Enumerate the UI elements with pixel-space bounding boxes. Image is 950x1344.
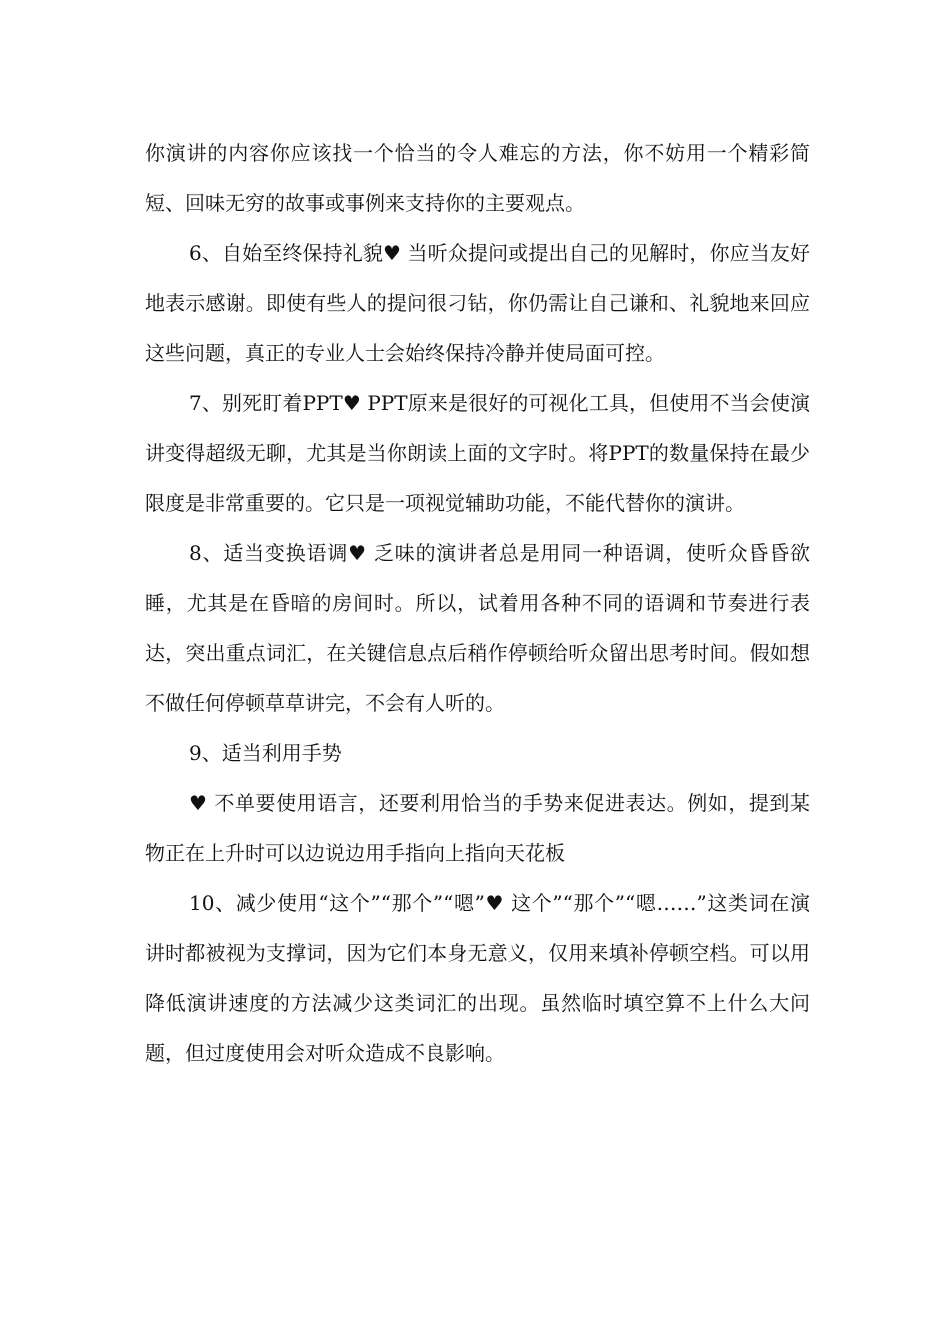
paragraph-tip-9-gestures: ♥ 不单要使用语言，还要利用恰当的手势来促进表达。例如，提到某物正在上升时可以边说边用手指向上指向天花板 xyxy=(145,791,810,865)
paragraph-tip-7-ppt: 7、别死盯着PPT♥ PPT原来是很好的可视化工具，但使用不当会使演讲变得超级无聊，尤其是当你朗读上面的文字时。将PPT的数量保持在最少限度是非常重要的。它只是一项视觉辅助功能，不能代替你的演讲。 xyxy=(145,391,810,515)
paragraph-tip-10-fillers: 10、减少使用“这个”“那个”“嗯”♥ 这个”“那个”“嗯……”这类词在演讲时都被视为支撑词，因为它们本身无意义，仅用来填补停顿空档。可以用降低演讲速度的方法减少这类词汇的出现。虽然临时填空算不上什么大问题，但过度使用会对听众造成不良影响。 xyxy=(145,891,810,1065)
paragraph-tip-6-politeness: 6、自始至终保持礼貌♥ 当听众提问或提出自己的见解时，你应当友好地表示感谢。即使有些人的提问很刁钻，你仍需让自己谦和、礼貌地来回应这些问题，真正的专业人士会始终保持冷静并使局面可控。 xyxy=(145,241,810,365)
paragraph-continuation: 你演讲的内容你应该找一个恰当的令人难忘的方法，你不妨用一个精彩简短、回味无穷的故事或事例来支持你的主要观点。 xyxy=(145,141,810,215)
document-body xyxy=(145,128,810,1078)
paragraph-tip-8-intonation: 8、适当变换语调♥ 乏味的演讲者总是用同一种语调，使听众昏昏欲睡，尤其是在昏暗的房间时。所以，试着用各种不同的语调和节奏进行表达，突出重点词汇，在关键信息点后稍作停顿给听众留出思考时间。假如想不做任何停顿草草讲完，不会有人听的。 xyxy=(145,541,810,715)
paragraph-tip-9-heading: 9、适当利用手势 xyxy=(189,741,342,765)
